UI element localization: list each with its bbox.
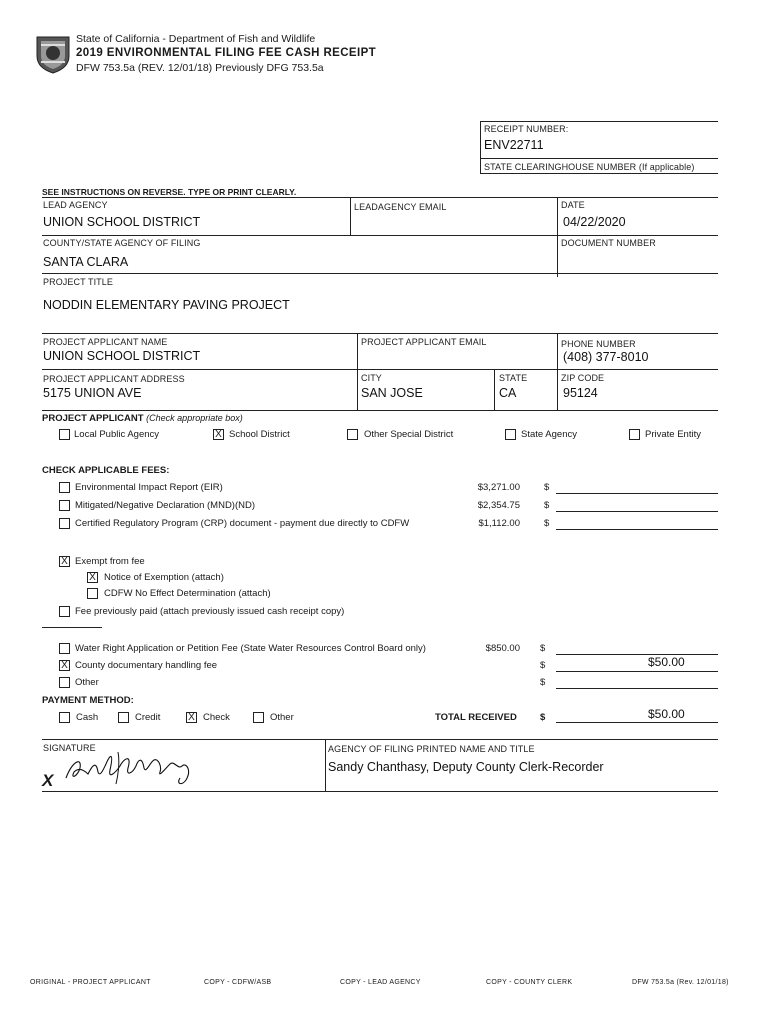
applicant-email-label: PROJECT APPLICANT EMAIL bbox=[361, 337, 487, 347]
address-label: PROJECT APPLICANT ADDRESS bbox=[43, 374, 185, 384]
clearinghouse-label: STATE CLEARINGHOUSE NUMBER (If applicable) bbox=[484, 162, 695, 172]
label-cash: Cash bbox=[76, 712, 99, 723]
checkbox-cdfw-no-effect[interactable] bbox=[87, 588, 98, 599]
label-local-public-agency: Local Public Agency bbox=[74, 429, 160, 440]
fee-label-crp: Certified Regulatory Program (CRP) document - payment due directly to CDFW bbox=[75, 518, 410, 529]
zip-label: ZIP CODE bbox=[561, 373, 605, 383]
water-right-label: Water Right Application or Petition Fee (State Water Resources Control Board only) bbox=[75, 643, 426, 654]
footer-copy-county-clerk: COPY - COUNTY CLERK bbox=[486, 979, 573, 986]
receipt-number: ENV22711 bbox=[484, 138, 544, 152]
label-credit: Credit bbox=[135, 712, 161, 723]
agency-line: State of California - Department of Fish and Wildlife bbox=[76, 33, 316, 45]
city-label: CITY bbox=[361, 373, 382, 383]
county-handling-fee-label: County documentary handling fee bbox=[75, 660, 218, 671]
label-school-district: School District bbox=[229, 429, 290, 440]
checkbox-state-agency[interactable] bbox=[505, 429, 516, 440]
label-other-payment: Other bbox=[270, 712, 294, 723]
footer-copy-original: ORIGINAL - PROJECT APPLICANT bbox=[30, 979, 151, 986]
filer-label: AGENCY OF FILING PRINTED NAME AND TITLE bbox=[328, 744, 535, 754]
city-value[interactable]: SAN JOSE bbox=[361, 386, 423, 400]
signature-label: SIGNATURE bbox=[43, 743, 96, 753]
footer-copy-lead-agency: COPY - LEAD AGENCY bbox=[340, 979, 421, 986]
payment-heading: PAYMENT METHOD: bbox=[42, 695, 134, 706]
date-value[interactable]: 04/22/2020 bbox=[563, 215, 626, 229]
fee-amount-mnd: $2,354.75 bbox=[477, 500, 520, 511]
checkmark: X bbox=[61, 660, 68, 671]
footer-copy-cdfw: COPY - CDFW/ASB bbox=[204, 979, 272, 986]
currency-total: $ bbox=[540, 712, 546, 723]
county-value[interactable]: SANTA CLARA bbox=[43, 255, 129, 269]
checkbox-mnd[interactable] bbox=[59, 500, 70, 511]
lead-agency-label: LEAD AGENCY bbox=[43, 200, 108, 210]
checkmark: X bbox=[89, 572, 96, 583]
checkbox-fee-previously-paid[interactable] bbox=[59, 606, 70, 617]
instructions: SEE INSTRUCTIONS ON REVERSE. TYPE OR PRINT CLEARLY. bbox=[42, 187, 297, 197]
document-number-label: DOCUMENT NUMBER bbox=[561, 238, 656, 248]
address-value[interactable]: 5175 UNION AVE bbox=[43, 386, 142, 400]
state-label: STATE bbox=[499, 373, 528, 383]
checkbox-local-public-agency[interactable] bbox=[59, 429, 70, 440]
cdfw-no-effect-label: CDFW No Effect Determination (attach) bbox=[104, 588, 271, 599]
applicant-name-label: PROJECT APPLICANT NAME bbox=[43, 337, 168, 347]
label-private-entity: Private Entity bbox=[645, 429, 701, 440]
label-state-agency: State Agency bbox=[521, 429, 577, 440]
other-fee-label: Other bbox=[75, 677, 99, 688]
handwritten-signature bbox=[58, 748, 208, 790]
checkbox-exempt[interactable] bbox=[59, 556, 70, 567]
checkbox-crp[interactable] bbox=[59, 518, 70, 529]
checkmark: X bbox=[215, 429, 222, 440]
project-title[interactable]: NODDIN ELEMENTARY PAVING PROJECT bbox=[43, 298, 290, 312]
form-number-line: DFW 753.5a (REV. 12/01/18) Previously DFG 753.5a bbox=[76, 62, 324, 74]
checkbox-school-district[interactable] bbox=[213, 429, 224, 440]
checkbox-check[interactable] bbox=[186, 712, 197, 723]
applicant-type-heading: PROJECT APPLICANT (Check appropriate box) bbox=[42, 413, 243, 424]
label-check: Check bbox=[203, 712, 230, 723]
currency-other: $ bbox=[540, 677, 546, 688]
checkbox-private-entity[interactable] bbox=[629, 429, 640, 440]
receipt-number-label: RECEIPT NUMBER: bbox=[484, 124, 569, 134]
fee-previously-paid-label: Fee previously paid (attach previously issued cash receipt copy) bbox=[75, 606, 345, 617]
currency-water: $ bbox=[540, 643, 546, 654]
water-right-fee: $850.00 bbox=[485, 643, 520, 654]
form-title: 2019 ENVIRONMENTAL FILING FEE CASH RECEIPT bbox=[76, 47, 377, 59]
checkbox-water-right[interactable] bbox=[59, 643, 70, 654]
lead-agency[interactable]: UNION SCHOOL DISTRICT bbox=[43, 215, 201, 229]
signature-x-mark: X bbox=[42, 771, 54, 790]
checkbox-cash[interactable] bbox=[59, 712, 70, 723]
exempt-label: Exempt from fee bbox=[75, 556, 145, 567]
label-other-special-district: Other Special District bbox=[364, 429, 454, 440]
checkbox-other-fee[interactable] bbox=[59, 677, 70, 688]
fees-heading: CHECK APPLICABLE FEES: bbox=[42, 465, 170, 476]
checkbox-notice-of-exemption[interactable] bbox=[87, 572, 98, 583]
phone-value[interactable]: (408) 377-8010 bbox=[563, 350, 649, 364]
zip-value[interactable]: 95124 bbox=[563, 386, 598, 400]
notice-of-exemption-label: Notice of Exemption (attach) bbox=[104, 572, 224, 583]
state-value[interactable]: CA bbox=[499, 386, 517, 400]
footer-form-number: DFW 753.5a (Rev. 12/01/18) bbox=[632, 979, 729, 986]
checkmark: X bbox=[188, 712, 195, 723]
checkbox-credit[interactable] bbox=[118, 712, 129, 723]
fee-amount-crp: $1,112.00 bbox=[478, 518, 520, 529]
phone-label: PHONE NUMBER bbox=[561, 339, 636, 349]
currency-county: $ bbox=[540, 660, 546, 671]
currency-eir: $ bbox=[544, 482, 550, 493]
currency-crp: $ bbox=[544, 518, 550, 529]
lead-agency-email-label: LEADAGENCY EMAIL bbox=[354, 202, 447, 212]
filer-name: Sandy Chanthasy, Deputy County Clerk-Recorder bbox=[328, 760, 604, 774]
state-seal-logo bbox=[35, 34, 71, 74]
project-title-label: PROJECT TITLE bbox=[43, 277, 113, 287]
checkmark: X bbox=[61, 556, 68, 567]
currency-mnd: $ bbox=[544, 500, 550, 511]
applicant-name[interactable]: UNION SCHOOL DISTRICT bbox=[43, 349, 201, 363]
county-fee-amount: $50.00 bbox=[648, 655, 685, 669]
county-label: COUNTY/STATE AGENCY OF FILING bbox=[43, 238, 201, 248]
checkbox-other-payment[interactable] bbox=[253, 712, 264, 723]
checkbox-county-handling-fee[interactable] bbox=[59, 660, 70, 671]
fee-label-eir: Environmental Impact Report (EIR) bbox=[75, 482, 223, 493]
fee-label-mnd: Mitigated/Negative Declaration (MND)(ND) bbox=[75, 500, 256, 511]
fee-amount-eir: $3,271.00 bbox=[477, 482, 520, 493]
checkbox-eir[interactable] bbox=[59, 482, 70, 493]
checkbox-other-special-district[interactable] bbox=[347, 429, 358, 440]
total-amount: $50.00 bbox=[648, 707, 685, 721]
total-received-label: TOTAL RECEIVED bbox=[435, 712, 517, 723]
date-label: DATE bbox=[561, 200, 585, 210]
